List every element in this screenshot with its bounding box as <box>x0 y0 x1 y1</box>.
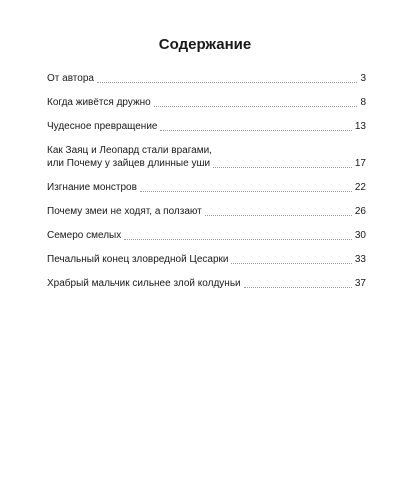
toc-entry-page: 13 <box>354 121 366 132</box>
toc-entry <box>47 97 366 109</box>
toc-row <box>47 278 366 290</box>
toc-row <box>47 158 366 170</box>
toc-entry-title: От автора <box>47 73 94 84</box>
toc-entry-title: Семеро смелых <box>47 230 122 241</box>
toc-entry-page: 26 <box>354 206 366 217</box>
toc-row <box>47 182 366 194</box>
toc-list <box>47 73 366 290</box>
page-title: Содержание <box>158 36 252 53</box>
toc-entry <box>47 254 366 266</box>
toc-row <box>47 206 366 218</box>
toc-entry-page: 17 <box>354 158 366 169</box>
toc-entry <box>47 230 366 242</box>
dot-leader <box>154 105 358 107</box>
toc-entry-title: Чудесное превращение <box>47 121 158 132</box>
toc-entry <box>47 182 366 194</box>
toc-entry <box>47 206 366 218</box>
toc-entry-page: 30 <box>354 230 366 241</box>
toc-entry <box>47 121 366 133</box>
dot-leader <box>213 166 352 168</box>
toc-row <box>47 254 366 266</box>
toc-entry-page: 3 <box>360 73 366 84</box>
toc-entry-page: 37 <box>354 278 366 289</box>
dot-leader <box>97 81 357 83</box>
toc-entry <box>47 145 366 170</box>
toc-entry <box>47 278 366 290</box>
toc-entry-title: или Почему у зайцев длинные уши <box>47 158 211 169</box>
toc-entry-title-line1: Как Заяц и Леопард стали врагами, <box>47 145 212 156</box>
toc-row <box>47 97 366 109</box>
dot-leader <box>124 238 352 240</box>
dot-leader <box>231 262 351 264</box>
toc-row <box>47 121 366 133</box>
toc-row <box>47 73 366 85</box>
toc-entry-page: 33 <box>354 254 366 265</box>
dot-leader <box>140 190 352 192</box>
toc-entry-page: 8 <box>360 97 366 108</box>
dot-leader <box>205 214 352 216</box>
toc-entry-title: Когда живётся дружно <box>47 97 151 108</box>
toc-row <box>47 230 366 242</box>
toc-entry-title: Печальный конец зловредной Цесарки <box>47 254 229 265</box>
toc-entry-title: Изгнание монстров <box>47 182 137 193</box>
dot-leader <box>160 129 351 131</box>
dot-leader <box>244 286 352 288</box>
toc-entry-title: Храбрый мальчик сильнее злой колдуньи <box>47 278 241 289</box>
toc-entry-page: 22 <box>354 182 366 193</box>
toc-entry <box>47 73 366 85</box>
toc-entry-title: Почему змеи не ходят, а ползают <box>47 206 202 217</box>
